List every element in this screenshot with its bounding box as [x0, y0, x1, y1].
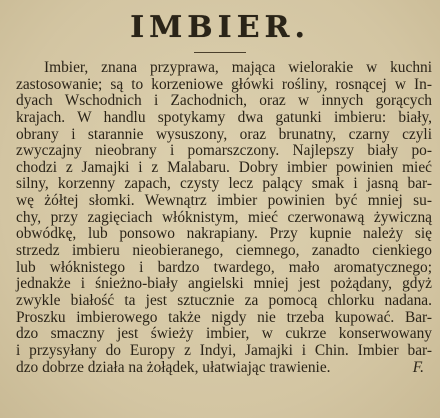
text-line: dzo smaczny jest świeży imbier, w cukrze konserwowany: [16, 325, 432, 343]
article-body: [16, 60, 432, 376]
text-line: obwódkę, lub ponsowo nakrapiany. Przy kupnie należy się: [16, 225, 432, 243]
text-line: krajach. W handlu spotykamy dwa gatunki imbieru: biały,: [16, 108, 432, 126]
text-line: obrany i starannie wysuszony, oraz brunatny, czarny czyli: [16, 125, 432, 143]
text-line: zwykle białość ta jest sztucznie za pomocą chlorku nadana.: [16, 291, 432, 309]
author-signature: F.: [412, 358, 424, 376]
text-line: dyach Wschodnich i Zachodnich, oraz w innych gorących: [16, 92, 432, 110]
text-line: wę żółtej słomki. Wewnątrz imbier powinien być mniej su-: [16, 192, 432, 210]
text-line: chy, przy zagięciach włóknistym, mieć czerwonawą żywiczną: [16, 208, 432, 226]
text-line: chodzi z Jamajki i z Malabaru. Dobry imbier powinien mieć: [16, 158, 432, 176]
text-line: jednakże i śnieżno-biały angielski mniej jest pożądany, gdyż: [16, 275, 432, 293]
text-line: Imbier, znana przyprawa, mająca wielorakie w kuchni: [44, 59, 432, 76]
text-line: zastosowanie; są to korzeniowe główki rośliny, rosnącej w In-: [16, 75, 432, 93]
text-line: strzedz imbieru nieobieranego, ciemnego, zanadto cienkiego: [16, 242, 432, 260]
text-line: i przysyłany do Europy z Indyi, Jamajki i Chin. Imbier bar-: [16, 341, 432, 359]
text-line-final: dzo dobrze działa na żołądek, ułatwiając trawienie.: [16, 358, 331, 376]
title-rule: [194, 52, 246, 53]
text-line: Proszku imbierowego także nigdy nie trzeba kupować. Bar-: [16, 308, 432, 326]
article-title: IMBIER.: [130, 10, 310, 45]
text-line: lub włóknistego i bardzo twardego, mało aromatycznego;: [16, 258, 432, 276]
text-line: zwyczajny nieobrany i pomarszczony. Najlepszy biały po-: [16, 142, 432, 160]
text-line-last: [16, 360, 432, 377]
text-line: silny, korzenny zapach, czysty lecz palący smak i jasną bar-: [16, 175, 432, 193]
